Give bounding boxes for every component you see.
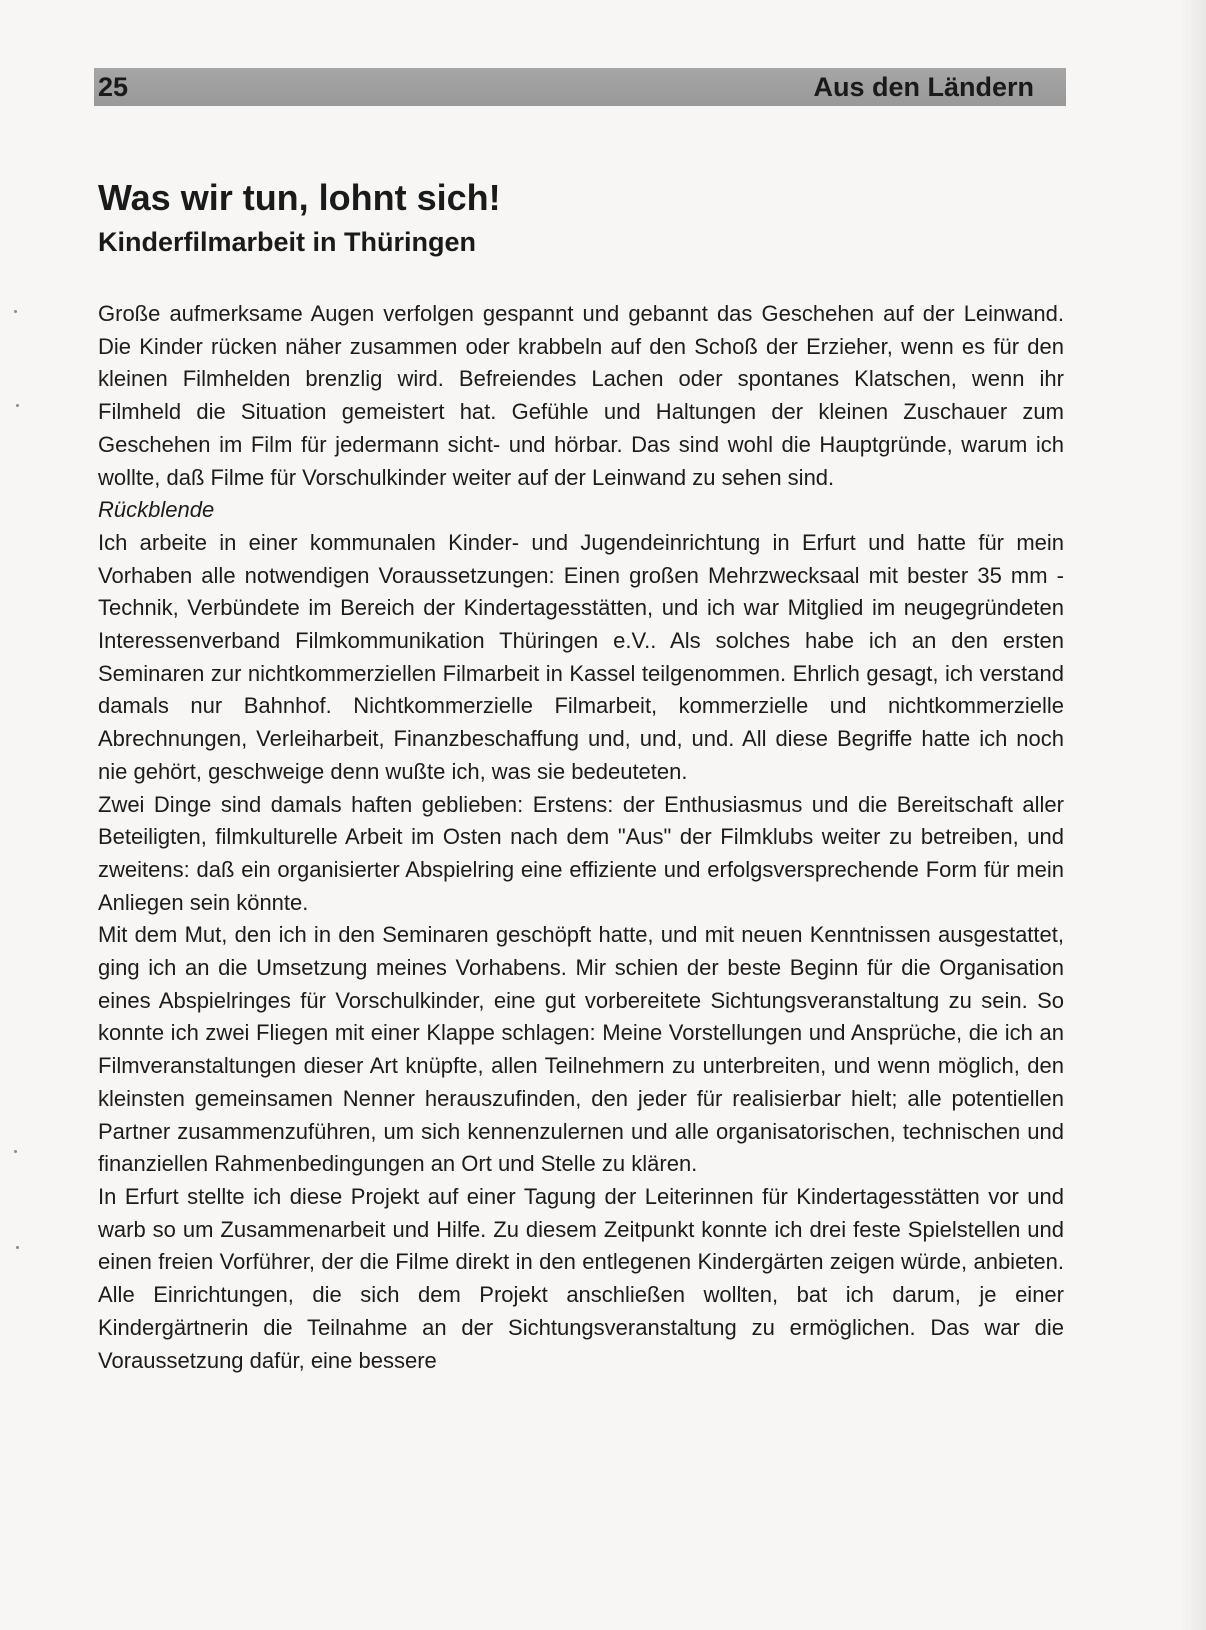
paragraph-intro: Große aufmerksame Augen verfolgen gespannt und gebannt das Geschehen auf der Leinwand. Die Kinder rücken näher zusammen oder krabbeln auf den Schoß der Erzieher, wenn es für den kleinen Filmhelden brenzlig wird. Befreiendes Lachen oder spontanes Klatschen, wenn ihr Filmheld die Situation gemeistert hat. Gefühle und Haltungen der kleinen Zuschauer zum Geschehen im Film für jedermann sicht- und hörbar. Das sind wohl die Hauptgründe, warum ich wollte, daß Filme für Vorschulkinder weiter auf der Leinwand zu sehen sind. [98, 301, 1064, 490]
scan-speck [14, 1150, 17, 1153]
paragraph-background: Ich arbeite in einer kommunalen Kinder- und Jugendeinrichtung in Erfurt und hatte für mein Vorhaben alle notwendigen Voraussetzungen: Einen großen Mehrzwecksaal mit bester 35 mm -Technik, Verbündete im Bereich der Kindertagesstätten, und ich war Mitglied im neugegründeten Interessenverband Filmkommunikation Thüringen e.V.. Als solches habe ich an den ersten Seminaren zur nichtkommerziellen Filmarbeit in Kassel teilgenommen. Ehrlich gesagt, ich verstand damals nur Bahnhof. Nichtkommerzielle Filmarbeit, kommerzielle und nichtkommerzielle Abrechnungen, Verleiharbeit, Finanzbeschaffung und, und, und. All diese Begriffe hatte ich noch nie gehört, geschweige denn wußte ich, was sie bedeuteten. [98, 529, 1064, 784]
page-number: 25 [98, 72, 129, 102]
paragraph-erfurt: In Erfurt stellte ich diese Projekt auf einer Tagung der Leiterinnen für Kindertagesstätten vor und warb so um Zusammenarbeit und Hilfe. Zu diesem Zeitpunkt konnte ich drei feste Spielstellen und einen freien Vorführer, der die Filme direkt in den entlegenen Kindergärten zeigen würde, anbieten. Alle Einrichtungen, die sich dem Projekt anschließen wollten, bat ich darum, je einer Kindergärtnerin die Teilnahme an der Sichtungsveranstaltung zu ermöglichen. Das war die Voraussetzung dafür, eine bessere [98, 1183, 1064, 1373]
page-header-bar [94, 68, 1066, 106]
article-body [98, 298, 1064, 1377]
section-heading-rueckblende: Rückblende [98, 497, 215, 523]
page-edge-shadow [1180, 0, 1206, 1630]
article-title: Was wir tun, lohnt sich! [98, 177, 501, 218]
scan-speck [16, 404, 19, 407]
article-subtitle: Kinderfilmarbeit in Thüringen [98, 227, 477, 257]
scan-speck [14, 310, 17, 313]
scan-speck [16, 1246, 19, 1249]
paragraph-two-things: Zwei Dinge sind damals haften geblieben: Erstens: der Enthusiasmus und die Bereitschaft aller Beteiligten, filmkulturelle Arbeit im Osten nach dem "Aus" der Filmklubs weiter zu betreiben, und zweitens: daß ein organisierter Abspielring eine effiziente und erfolgsversprechende Form für mein Anliegen sein könnte. [98, 791, 1064, 915]
paragraph-courage: Mit dem Mut, den ich in den Seminaren geschöpft hatte, und mit neuen Kenntnissen ausgestattet, ging ich an die Umsetzung meines Vorhabens. Mir schien der beste Beginn für die Organisation eines Abspielringes für Vorschulkinder, eine gut vorbereitete Sichtungsveranstaltung zu sein. So konnte ich zwei Fliegen mit einer Klappe schlagen: Meine Vorstellungen und Ansprüche, die ich an Filmveranstaltungen dieser Art knüpfte, allen Teilnehmern zu unterbreiten, und wenn möglich, den kleinsten gemeinsamen Nenner herauszufinden, den jeder für realisierbar hielt; alle potentiellen Partner zusammenzuführen, um sich kennenzulernen und alle organisatorischen, technischen und finanziellen Rahmenbedingungen an Ort und Stelle zu klären. [98, 922, 1064, 1177]
section-name: Aus den Ländern [813, 72, 1034, 102]
